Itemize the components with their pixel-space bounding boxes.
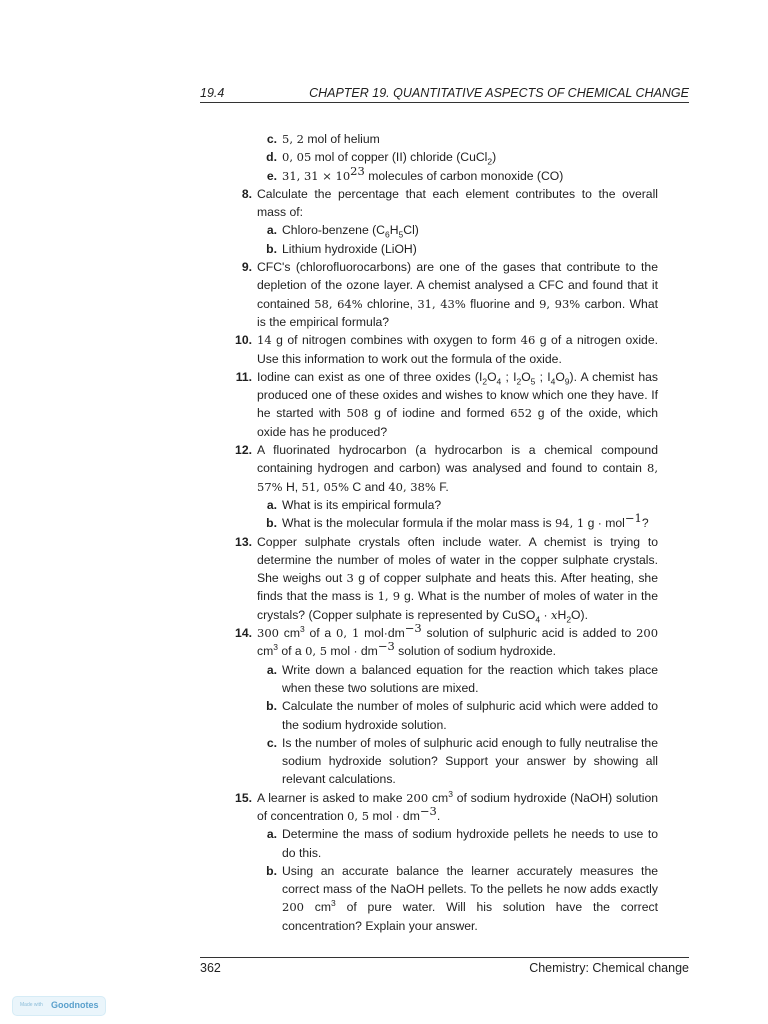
math-value: 0, 5: [347, 808, 370, 823]
question-text: solution of sodium hydroxide.: [394, 644, 557, 659]
math-value: 508: [346, 406, 369, 421]
subscript: 9: [564, 376, 570, 387]
question-text: O: [521, 369, 531, 384]
math-value: 0, 05: [282, 150, 312, 165]
superscript: 23: [350, 163, 365, 178]
question-number: 12.: [235, 443, 252, 458]
item-label: a.: [266, 223, 277, 238]
item-text: g · mol: [584, 516, 625, 531]
page-header: [200, 84, 689, 104]
math-value: 9, 93%: [539, 296, 581, 311]
question-text: ; I: [535, 369, 551, 384]
item-text: Is the number of moles of sulphuric acid enough to fully neutralise the sodium hydroxide solution? Support your answer by showing all relevant calculations.: [282, 735, 658, 787]
subscript: 4: [496, 376, 502, 387]
item-label: b.: [266, 241, 277, 256]
question-text: of a: [277, 644, 306, 659]
question-text: ). A chemist has produced one of these oxides and wishes to know which one they have. If he started with: [257, 369, 658, 421]
goodnotes-watermark: [12, 996, 106, 1016]
question-text: g of copper sulphate and heats this. After heating, she finds that the mass is: [257, 571, 658, 604]
question-text: mol · dm: [369, 808, 420, 823]
math-value: 14: [257, 333, 272, 348]
watermark-small-text: Made with: [20, 1002, 43, 1008]
footer-rule: [200, 957, 689, 958]
item-text: molecules of carbon monoxide (CO): [364, 168, 564, 183]
question-10: [200, 331, 658, 368]
superscript: −3: [377, 639, 395, 654]
item-label: d.: [266, 150, 277, 165]
question-11: [200, 368, 658, 441]
question-text: O: [487, 369, 497, 384]
question-text: of sodium hydroxide (NaOH) solution of concentration: [257, 790, 659, 823]
question-text: g of iodine and formed: [368, 406, 511, 421]
item-label: b.: [266, 516, 277, 531]
question-text: H: [557, 607, 567, 622]
question-15: [200, 789, 658, 826]
question-12: [200, 441, 658, 496]
superscript: −3: [404, 620, 422, 635]
question-text: O: [555, 369, 565, 384]
question-text: g. What is the number of moles of water in the crystals? (Copper sulphate is represented by CuSO: [257, 589, 658, 622]
question-text: g of a nitrogen oxide. Use this information to work out the formula of the oxide.: [257, 333, 658, 366]
subscript: 2: [487, 156, 493, 167]
subscript: 4: [535, 614, 541, 625]
question-14a: [200, 661, 658, 698]
item-text: Lithium hydroxide (LiOH): [282, 241, 417, 256]
item-text: What is its empirical formula?: [282, 497, 442, 512]
item-text: Write down a balanced equation for the reaction which takes place when these two solutions are mixed.: [282, 662, 658, 695]
math-value: 8, 57%: [257, 461, 658, 494]
question-text: solution of sulphuric acid is added to: [421, 626, 637, 641]
math-value: 1, 9: [377, 589, 401, 604]
math-value: 200: [636, 626, 659, 641]
question-15a: [200, 825, 658, 862]
question-number: 13.: [235, 534, 252, 549]
subscript: 5: [398, 229, 404, 240]
question-text: cm: [278, 626, 300, 641]
superscript: 3: [299, 623, 305, 634]
question-text: CFC's (chlorofluorocarbons) are one of the gases that contribute to the depletion of the ozone layer. A chemist analysed a CFC and found that it contained: [257, 260, 658, 311]
math-value: 3: [346, 571, 354, 586]
question-text: of a: [304, 626, 336, 641]
question-text: C and: [349, 479, 389, 494]
item-label: a.: [266, 497, 277, 512]
item-label: c.: [266, 132, 277, 146]
item-label: e.: [266, 168, 277, 183]
item-text: of pure water. Will his solution have the correct concentration? Explain your answer.: [282, 900, 658, 933]
subscript: 2: [566, 614, 572, 625]
question-text: ; I: [501, 369, 517, 384]
math-value: 200: [406, 790, 429, 805]
superscript: 3: [273, 642, 278, 653]
superscript: 3: [448, 788, 453, 799]
question-text: cm: [428, 790, 449, 805]
watermark-brand: Goodnotes: [51, 1000, 99, 1010]
header-rule: [200, 102, 689, 103]
math-value: 46: [520, 333, 536, 348]
math-value: 40, 38%: [388, 479, 436, 494]
item-text: Chloro-benzene (C: [282, 223, 385, 238]
question-number: 8.: [241, 186, 252, 201]
chapter-title: CHAPTER 19. QUANTITATIVE ASPECTS OF CHEMICAL CHANGE: [309, 86, 689, 100]
item-text: mol of helium: [303, 132, 380, 146]
item-label: c.: [266, 735, 277, 750]
item-text: Using an accurate balance the learner accurately measures the correct mass of the NaOH pellets. To the pellets he now adds exactly: [282, 863, 658, 897]
item-text: Determine the mass of sodium hydroxide pellets he needs to use to do this.: [282, 827, 658, 860]
question-text: ·: [540, 607, 551, 622]
item-text: mol of copper (II) chloride (CuCl: [311, 150, 488, 165]
item-text: ?: [641, 516, 649, 531]
math-value: 200: [282, 900, 304, 915]
item-text: What is the molecular formula if the molar mass is: [282, 516, 555, 531]
item-label: b.: [266, 699, 277, 714]
question-number: 11.: [235, 369, 252, 384]
question-number: 9.: [241, 260, 252, 275]
question-text: mol·dm: [359, 626, 405, 641]
question-text: g of nitrogen combines with oxygen to form: [271, 333, 521, 348]
question-text: H,: [282, 479, 302, 494]
question-text: fluorine and: [465, 296, 540, 311]
question-text: F.: [435, 479, 449, 494]
math-value: 31, 43%: [417, 296, 466, 311]
question-text: carbon. What is the empirical formula?: [257, 296, 658, 329]
math-variable: x: [551, 607, 558, 622]
list-item-d: [200, 148, 658, 166]
question-text: cm: [257, 644, 274, 659]
question-14c: [200, 734, 658, 789]
question-text: Copper sulphate crystals often include water. A chemist is trying to determine the number of moles of water in the copper sulphate crystals. She weighs out: [257, 534, 658, 586]
math-value: 652: [510, 406, 533, 421]
question-text: .: [436, 808, 441, 823]
question-text: chlorine,: [362, 296, 418, 311]
item-label: a.: [266, 827, 277, 842]
math-value: 94, 1: [554, 516, 585, 531]
list-item-e: [200, 163, 658, 185]
question-8: [200, 185, 658, 222]
section-number: 19.4: [200, 86, 225, 100]
question-number: 14.: [235, 626, 252, 641]
item-text: H: [389, 223, 399, 238]
superscript: −3: [419, 803, 437, 818]
item-text: Calculate the number of moles of sulphuric acid which were added to the sodium hydroxide solution.: [282, 699, 658, 732]
question-15b: [200, 862, 658, 935]
subscript: 5: [530, 376, 536, 387]
question-13: [200, 533, 658, 624]
question-14: [200, 620, 659, 661]
math-value: 58, 64%: [314, 296, 363, 311]
subscript: 2: [482, 376, 488, 387]
question-text: mol · dm: [327, 644, 378, 659]
item-label: a.: [266, 662, 277, 677]
subscript: 6: [384, 229, 390, 240]
subscript: 4: [550, 376, 556, 387]
question-8a: [200, 221, 658, 239]
page-content: [200, 130, 658, 935]
subscript: 2: [516, 376, 522, 387]
superscript: 3: [331, 898, 336, 909]
question-12b: [200, 511, 658, 532]
question-14b: [200, 697, 658, 734]
question-text: Iodine can exist as one of three oxides (I: [257, 369, 483, 384]
question-9: [200, 258, 658, 331]
superscript: −1: [624, 511, 642, 526]
math-value: 51, 05%: [301, 479, 350, 494]
question-12a: [200, 496, 658, 514]
item-label: b.: [266, 863, 277, 878]
item-text: ): [492, 150, 497, 165]
page-number: 362: [200, 961, 221, 975]
math-value: 0, 5: [305, 644, 328, 659]
item-text: cm: [303, 900, 332, 915]
math-value: 5, 2: [282, 132, 304, 146]
question-text: O).: [571, 607, 588, 622]
list-item-c: [200, 130, 658, 148]
book-title: Chemistry: Chemical change: [529, 961, 689, 975]
question-text: Calculate the percentage that each element contributes to the overall mass of:: [257, 186, 658, 220]
question-8b: [200, 240, 658, 258]
item-text: Cl): [403, 223, 419, 238]
question-text: A fluorinated hydrocarbon (a hydrocarbon is a chemical compound containing hydrogen and carbon) was analysed and found to contain: [257, 443, 658, 476]
math-value: 300: [257, 626, 279, 641]
question-text: g of the oxide, which oxide has he produced?: [257, 406, 658, 439]
math-value: 0, 1: [336, 626, 360, 641]
question-number: 15.: [235, 790, 252, 805]
math-value: 31, 31 × 10: [282, 168, 351, 183]
question-text: A learner is asked to make: [257, 790, 407, 805]
question-number: 10.: [235, 333, 252, 348]
